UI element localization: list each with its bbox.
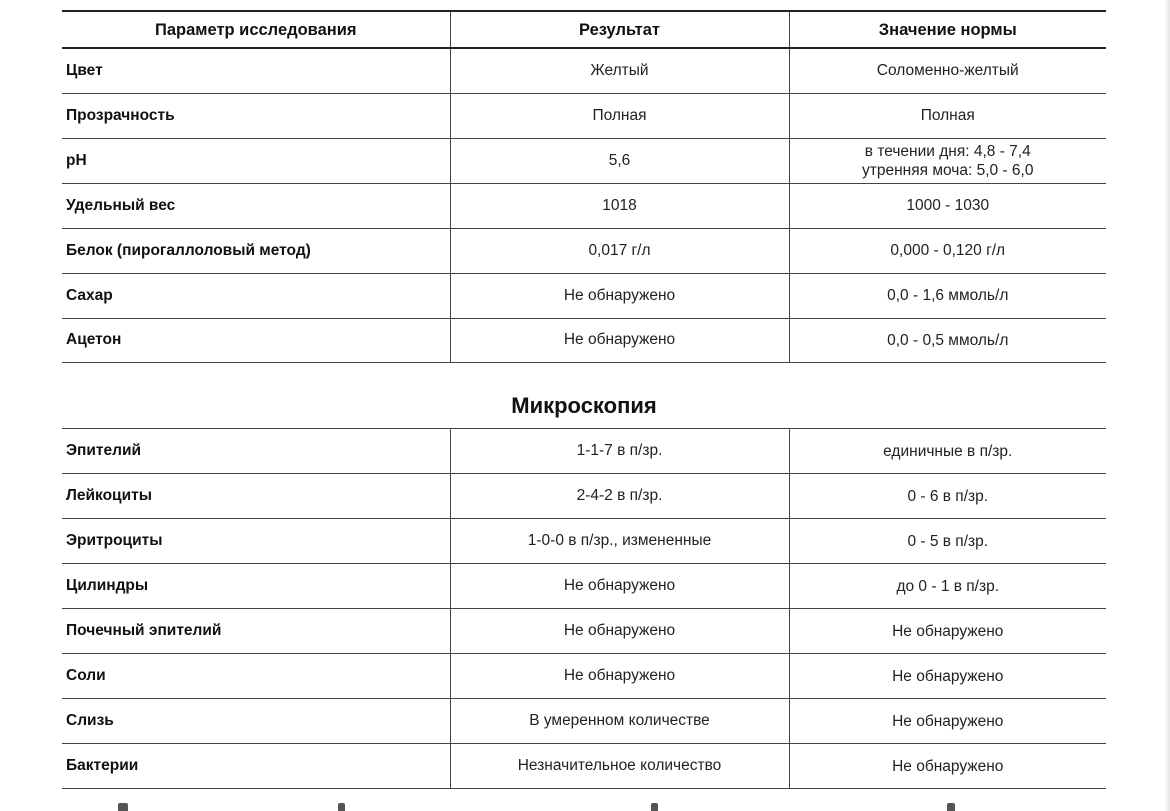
table-row — [62, 429, 1106, 474]
norm-value — [789, 744, 1106, 789]
result-value: Незначительное количество — [450, 744, 789, 789]
result-value: 2-4-2 в п/зр. — [450, 474, 789, 519]
table-row — [62, 609, 1106, 654]
parameter-name: pH — [62, 138, 450, 183]
norm-value — [789, 474, 1106, 519]
table-row — [62, 744, 1106, 789]
parameter-name: Эпителий — [62, 429, 450, 474]
table-row — [62, 273, 1106, 318]
norm-value — [789, 183, 1106, 228]
result-value: Не обнаружено — [450, 318, 789, 362]
microscopy-title: Микроскопия — [511, 393, 657, 418]
norm-line: в течении дня: 4,8 - 7,4 — [864, 142, 1031, 160]
analysis-table — [62, 10, 1106, 363]
parameter-name: Почечный эпителий — [62, 609, 450, 654]
norm-line: Не обнаружено — [892, 622, 1004, 640]
norm-value — [789, 609, 1106, 654]
table-row — [62, 183, 1106, 228]
cut-off-text-line — [0, 800, 1170, 811]
result-value: Не обнаружено — [450, 273, 789, 318]
norm-value — [789, 318, 1106, 362]
norm-line: 0 - 6 в п/зр. — [907, 487, 989, 505]
result-value: 5,6 — [450, 138, 789, 183]
page-edge-shadow — [1164, 0, 1170, 811]
table-row — [62, 228, 1106, 273]
norm-value — [789, 519, 1106, 564]
result-value: 0,017 г/л — [450, 228, 789, 273]
norm-line: 0,0 - 0,5 ммоль/л — [887, 331, 1009, 349]
table-row — [62, 138, 1106, 183]
norm-line: единичные в п/зр. — [883, 442, 1013, 460]
parameter-name: Белок (пирогаллоловый метод) — [62, 228, 450, 273]
result-value: 1-0-0 в п/зр., измененные — [450, 519, 789, 564]
result-value: В умеренном количестве — [450, 699, 789, 744]
table-row — [62, 48, 1106, 93]
parameter-name: Цилиндры — [62, 564, 450, 609]
parameter-name: Слизь — [62, 699, 450, 744]
norm-value — [789, 654, 1106, 699]
norm-value — [789, 93, 1106, 138]
norm-line: 0,0 - 1,6 ммоль/л — [887, 287, 1009, 304]
norm-line: Полная — [920, 107, 975, 124]
norm-line: Соломенно-желтый — [876, 62, 1019, 80]
result-value: Не обнаружено — [450, 609, 789, 654]
result-value: Не обнаружено — [450, 564, 789, 609]
table-row — [62, 318, 1106, 362]
result-value: 1018 — [450, 183, 789, 228]
parameter-name: Ацетон — [62, 318, 450, 362]
parameter-name: Удельный вес — [62, 183, 450, 228]
norm-value — [789, 699, 1106, 744]
norm-line: 1000 - 1030 — [906, 197, 990, 214]
parameter-name: Соли — [62, 654, 450, 699]
microscopy-table — [62, 428, 1106, 789]
norm-line: 0 - 5 в п/зр. — [907, 532, 989, 550]
parameter-name: Сахар — [62, 273, 450, 318]
table-header-row — [62, 11, 1106, 48]
norm-line: до 0 - 1 в п/зр. — [896, 577, 1000, 595]
norm-value — [789, 273, 1106, 318]
norm-value — [789, 138, 1106, 183]
table-row — [62, 654, 1106, 699]
parameter-name: Эритроциты — [62, 519, 450, 564]
norm-line: утренняя моча: 5,0 - 6,0 — [862, 161, 1034, 179]
norm-value — [789, 564, 1106, 609]
norm-value — [789, 429, 1106, 474]
header-parameter: Параметр исследования — [62, 11, 450, 48]
result-value: Не обнаружено — [450, 654, 789, 699]
result-value: Желтый — [450, 48, 789, 93]
norm-value — [789, 228, 1106, 273]
norm-line: Не обнаружено — [892, 757, 1004, 775]
parameter-name: Цвет — [62, 48, 450, 93]
table-row — [62, 93, 1106, 138]
parameter-name: Бактерии — [62, 744, 450, 789]
table-row — [62, 474, 1106, 519]
norm-value — [789, 48, 1106, 93]
parameter-name: Лейкоциты — [62, 474, 450, 519]
header-result: Результат — [450, 11, 789, 48]
parameter-name: Прозрачность — [62, 93, 450, 138]
table-row — [62, 564, 1106, 609]
norm-line: Не обнаружено — [892, 667, 1004, 685]
result-value: 1-1-7 в п/зр. — [450, 429, 789, 474]
table-row — [62, 699, 1106, 744]
result-value: Полная — [450, 93, 789, 138]
norm-line: 0,000 - 0,120 г/л — [890, 242, 1006, 259]
norm-line: Не обнаружено — [892, 712, 1004, 730]
header-norm: Значение нормы — [789, 11, 1106, 48]
table-row — [62, 519, 1106, 564]
